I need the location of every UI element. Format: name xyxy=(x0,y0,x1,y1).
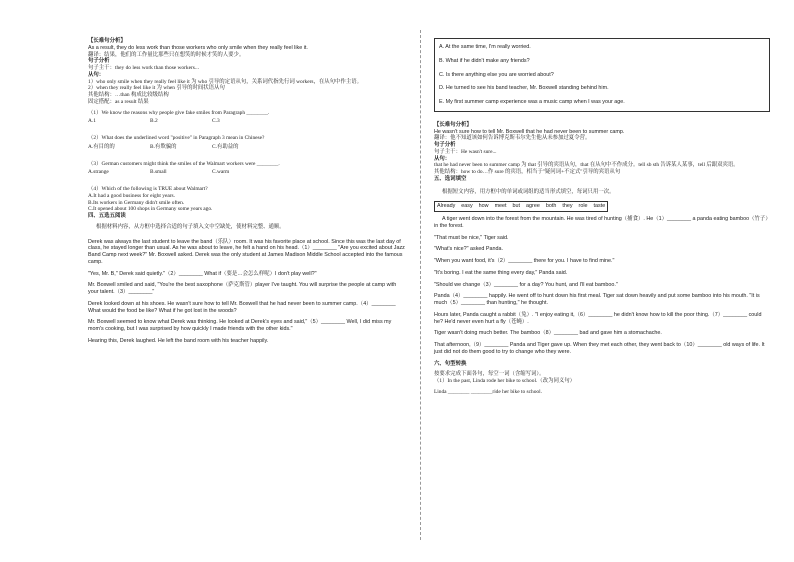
instruction: 根据短文内容，用方框中的单词或词组的适当形式填空，每词只用一次。 xyxy=(442,188,615,195)
options-box xyxy=(434,38,770,112)
clause-1: 1）who only smile when they really feel like it 为 who 引导的定语从句，关系词代指先行词 workers，在从句中作主语。 xyxy=(88,78,362,85)
option[interactable]: C.warm xyxy=(212,169,230,176)
option[interactable]: A.strange xyxy=(88,169,109,176)
word: they xyxy=(562,203,573,210)
passage-paragraph: Tiger wasn't doing much better. The bamboo（8）________ bad and gave him a stomachache. xyxy=(434,330,662,337)
option[interactable]: C.It opened about 100 shops in Germany some years ago. xyxy=(88,206,213,213)
passage-paragraph: That afternoon,（9）________ Panda and Tiger gave up. When they met each other, they went back to（10）________ old ways of life. It just did not do them good to try to change who they were. xyxy=(434,342,765,355)
passage-paragraph: "It's boring. I eat the same thing every day," Panda said. xyxy=(434,269,568,276)
translation: 翻译：结果，他们的工作量比那些只在想笑的时候才笑的人要少。 xyxy=(88,51,245,58)
instruction: 按要求完成下面各句，每空一词（含缩写词）。 xyxy=(434,371,545,378)
left-column xyxy=(88,38,408,350)
word: meet xyxy=(494,203,507,210)
option[interactable]: A.It had a good business for eight years. xyxy=(88,192,175,199)
option-e: E. My first summer camp experience was a music camp when I was your age. xyxy=(439,99,625,105)
passage-paragraph: "That must be nice," Tiger said. xyxy=(434,234,509,241)
passage-paragraph: A tiger went down into the forest from the mountain. He was tired of hunting（捕食）. He（1）________ a panda eating bamboo（竹子）in the forest. xyxy=(434,216,769,229)
clause-heading: 从句： xyxy=(434,155,451,162)
main-clause: 句子主干：He wasn't sure... xyxy=(434,148,497,155)
option-b: B. What if he didn't make any friends? xyxy=(439,57,530,64)
option[interactable]: A.1 xyxy=(88,118,96,125)
structure-heading: 句子分析 xyxy=(88,58,110,65)
word: how xyxy=(478,203,489,210)
option[interactable]: B.small xyxy=(150,169,167,176)
section-heading: 五、选词填空 xyxy=(434,175,467,182)
option-d: D. He turned to see his band teacher, Mr. Boxwell standing behind him. xyxy=(439,85,609,92)
passage-paragraph: Panda（4）________ happily. He went off to hunt down his first meal. Tiger sat down heavily and put some bamboo into his mouth. "It is much（5）________ than hunting," he thought. xyxy=(434,293,760,306)
main-clause: 句子主干：they do less work than those workers... xyxy=(88,65,199,71)
passage-paragraph: Hearing this, Derek laughed. He left the band room with his teacher happily. xyxy=(88,337,269,344)
option[interactable]: C.3 xyxy=(212,118,220,125)
option[interactable]: B.Its workers in Germany didn't smile often. xyxy=(88,199,185,206)
answer-line[interactable]: Linda ________ ________ride her bike to school. xyxy=(434,388,542,395)
analysis-heading: 【长难句分析】 xyxy=(434,121,472,128)
passage-paragraph: Hours later, Panda caught a rabbit（兔）. "I enjoy eating it,（6）________ he didn't know how to kill the poor thing.（7）________ could he? He'd never even hurt a fly（苍蝇）. xyxy=(434,311,762,325)
question-3: （3）German customers might think the smiles of the Walmart workers were ________. xyxy=(88,160,280,167)
word: agree xyxy=(526,203,540,210)
question-2: （2）What does the underlined word "positive" in Paragraph 3 mean in Chinese? xyxy=(88,135,265,141)
fixed-phrase: 固定搭配：as a result 结果 xyxy=(88,98,149,105)
clause-1: that he had never been to summer camp 为 that 引导的宾语从句，that 在从句中不作成分。tell sb sth 告诉某人某事，tell 后跟双宾语。 xyxy=(434,162,739,169)
cloze-passage xyxy=(434,216,770,356)
passage-paragraph: Derek looked down at his shoes. He wasn't sure how to tell Mr. Boxwell that he had never been to summer camp.（4）________ What would the food be like? What if he got lost in the woods? xyxy=(88,300,396,314)
page-divider xyxy=(420,30,421,540)
word: role xyxy=(578,203,588,210)
passage-paragraph: "Yes, Mr. B," Derek said quietly."（2）________ What if（要是…会怎么样呢）I don't play well?" xyxy=(88,270,317,277)
word: easy xyxy=(461,203,473,210)
question-1: （1）We know the reasons why people give fake smiles from Paragraph ________. xyxy=(88,109,270,116)
passage-paragraph: Derek was always the last student to leave the band（乐队）room. It was his favorite place at school. Since this was the last day of class, he stayed longer than usual. As he was about to leave, he felt a hand on his head.（1）________ "Are you excited about Jazz Band Camp next week?" Mr. Boxwell asked. Derek was the only student at James Madison Middle School accepted into the famous camp. xyxy=(88,238,405,265)
word-box xyxy=(434,201,608,212)
transform-question-1: （1）In the past, Linda rode her bike to school.（改为同义句） xyxy=(434,378,576,384)
section-heading: 六、句型转换 xyxy=(434,360,467,367)
passage-paragraph: "Should we change（3）________ for a day? You hunt, and I'll eat bamboo." xyxy=(434,281,618,288)
question-3-options xyxy=(88,169,408,176)
instruction: 根据材料内容，从方框中选择合适的句子填入文中空缺处，使材料完整、通顺。 xyxy=(96,223,285,230)
section-heading: 四、五选五阅读 xyxy=(88,213,126,219)
analysis-heading: 【长难句分析】 xyxy=(88,38,126,44)
long-sentence: He wasn't sure how to tell Mr. Boxwell that he had never been to summer camp. xyxy=(434,128,625,135)
passage-paragraph: Mr. Boxwell seemed to know what Derek was thinking. He looked at Derek's eyes and said,"（5）________ Well, I did miss my mom's cooking, but I was surprised by how quickly I made friends with the other kids." xyxy=(88,319,392,332)
question-1-options xyxy=(88,118,408,125)
word: taste xyxy=(593,203,606,210)
question-2-options xyxy=(88,144,408,151)
option-a: A. At the same time, I'm really worried. xyxy=(439,44,531,50)
option[interactable]: A.有目的的 xyxy=(88,143,115,150)
passage-paragraph: Mr. Boxwell smiled and said, "You're the best saxophone（萨克斯管）player I've taught. You will surprise the people at camp with your talent.（3）________" xyxy=(88,282,397,295)
right-column xyxy=(434,38,770,396)
structure-heading: 句子分析 xyxy=(434,142,456,148)
other-structure: 其他结构：…than 构成比较级结构 xyxy=(88,92,169,98)
option[interactable]: B.2 xyxy=(150,118,158,125)
word: but xyxy=(512,203,521,210)
word: both xyxy=(545,203,557,210)
question-4: （4）Which of the following is TRUE about Walmart? xyxy=(88,186,208,192)
option[interactable]: B.有欺骗的 xyxy=(150,143,177,150)
option-c: C. Is there anything else you are worried about? xyxy=(439,71,554,78)
long-sentence: As a result, they do less work than those workers who only smile when they really feel like it. xyxy=(88,44,308,51)
passage-paragraph: "When you want food, it's（2）________ there for you. I have to find mine." xyxy=(434,258,615,264)
clause-2: 2）when they really feel like it 为 when 引导的时间状语从句 xyxy=(88,85,225,92)
clause-heading: 从句： xyxy=(88,71,105,78)
reading-passage xyxy=(88,239,408,345)
option[interactable]: C.有助益的 xyxy=(212,143,239,150)
passage-paragraph: "What's nice?" asked Panda. xyxy=(434,246,503,253)
other-structure: 其他结构：how to do…作 sure 的宾语，相当于"疑问词+不定式"引导的宾语从句 xyxy=(434,169,621,175)
word: Already xyxy=(437,203,456,210)
translation: 翻译：他不知道该如何告诉博克斯韦尔先生他从未参加过夏令营。 xyxy=(434,135,591,142)
